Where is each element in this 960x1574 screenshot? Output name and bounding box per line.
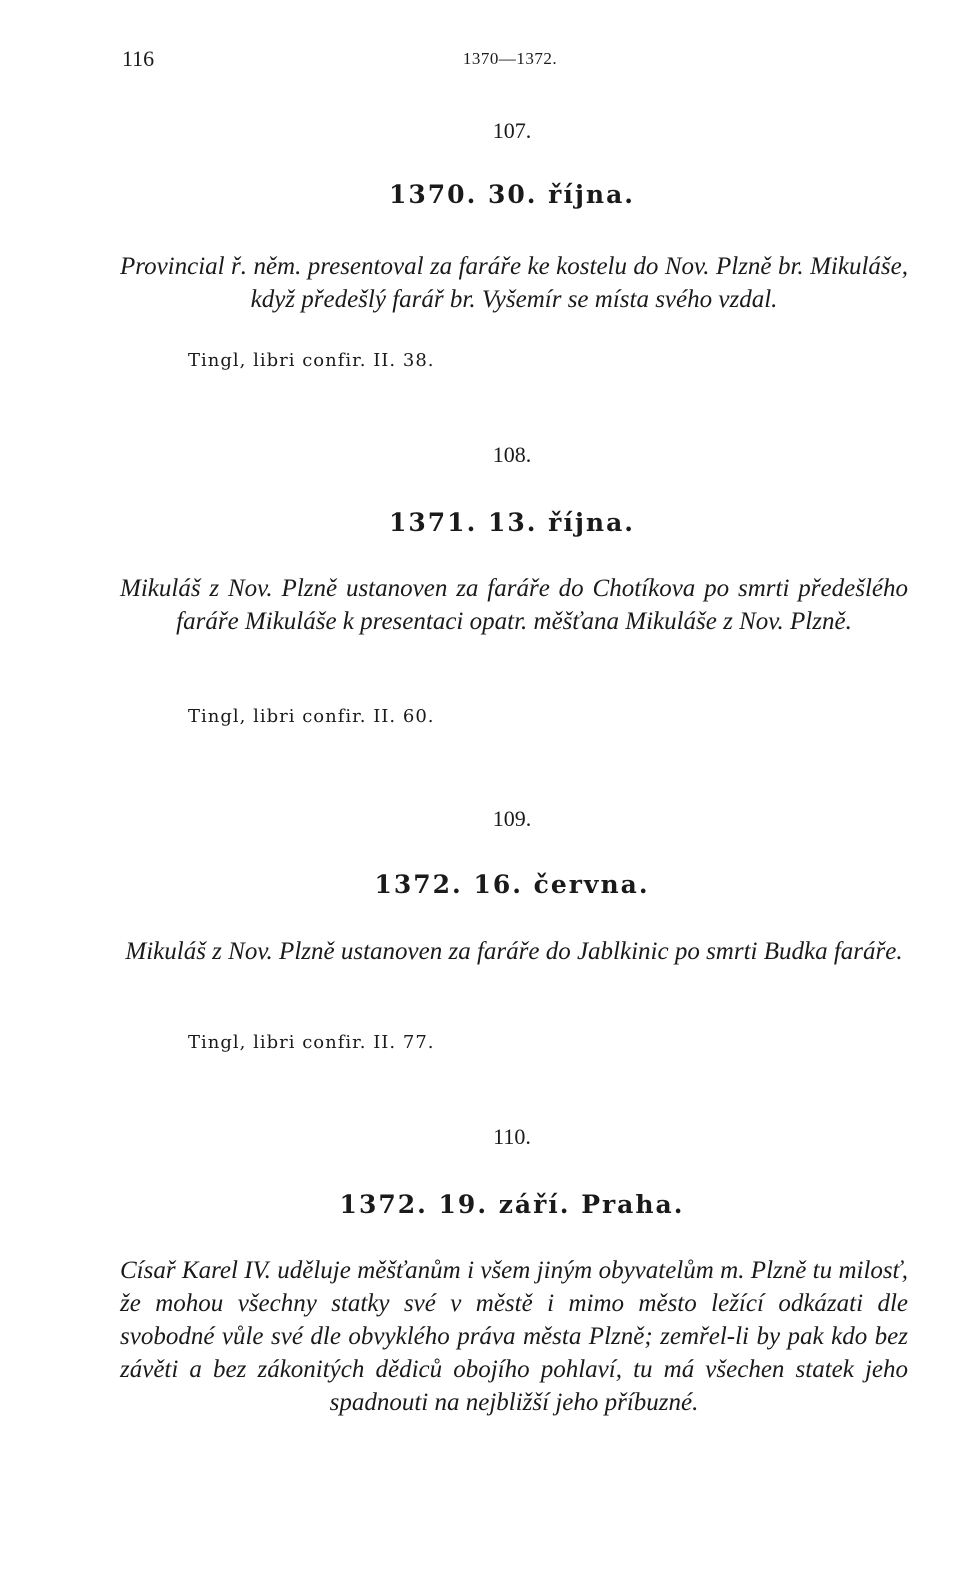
- entry-abstract: Mikuláš z Nov. Plzně ustanoven za faráře do Chotíkova po smrti předešlého faráře Mikuláše k presentaci opatr. měšťana Mikuláše z Nov. Plzně.: [120, 575, 908, 635]
- entry-abstract: Mikuláš z Nov. Plzně ustanoven za faráře do Jablkinic po smrti Budka faráře.: [125, 938, 903, 965]
- entry-date: 1370. 30. října.: [389, 180, 635, 209]
- running-head: 1370—1372.: [462, 49, 558, 68]
- entry-number: 110.: [493, 1124, 531, 1149]
- entry-source: Tingl, libri confir. II. 60.: [188, 706, 435, 727]
- entry-source: Tingl, libri confir. II. 38.: [188, 350, 435, 371]
- entry-date: 1371. 13. října.: [389, 508, 635, 537]
- entry-date: 1372. 16. června.: [374, 870, 650, 899]
- entry-source: Tingl, libri confir. II. 77.: [188, 1032, 435, 1053]
- entry-date: 1372. 19. září. Praha.: [339, 1190, 685, 1219]
- entry-number: 109.: [492, 806, 532, 831]
- entry-number: 108.: [492, 442, 532, 467]
- page-number: 116: [122, 46, 155, 71]
- entry-abstract: Císař Karel IV. uděluje měšťanům i všem jiným obyvatelům m. Plzně tu milosť, že mohou všechny statky své v městě i mimo město ležící odkázati dle svobodné vůle své dle obvyklého práva města Plzně; zemřel-li by pak kdo bez závěti a bez zákonitých dědiců obojího pohlaví, tu má všechen statek jeho spadnouti na nejbližší jeho příbuzné.: [120, 1257, 908, 1416]
- entry-abstract: Provincial ř. něm. presentoval za faráře ke kostelu do Nov. Plzně br. Mikuláše, když předešlý farář br. Vyšemír se místa svého vzdal.: [120, 253, 908, 313]
- entry-number: 107.: [492, 118, 532, 143]
